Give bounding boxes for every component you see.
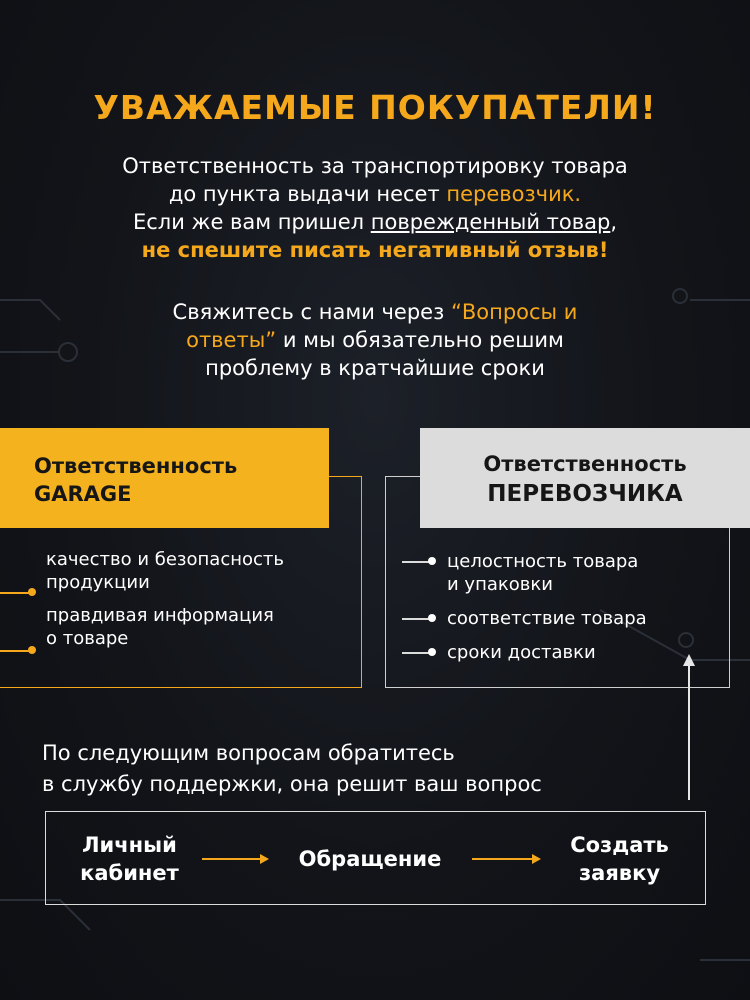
bullet-connector xyxy=(402,561,430,563)
arrow-up-icon xyxy=(683,654,695,666)
bullet-connector xyxy=(402,618,430,620)
bullet-dot xyxy=(428,557,436,565)
carrier-item-integrity-line-1: целостность товара xyxy=(447,551,639,572)
step-personal-account xyxy=(62,831,197,887)
garage-item-info-line-2: о товаре xyxy=(46,628,129,649)
garage-item-quality-line-1: качество и безопасность xyxy=(46,549,284,570)
damaged-goods-highlight: поврежденный товар xyxy=(370,210,611,234)
bullet-connector xyxy=(0,650,30,652)
step-create-ticket xyxy=(552,831,687,887)
garage-item-info-line-1: правдивая информация xyxy=(46,605,274,626)
flow-arrow-line xyxy=(202,858,262,860)
contact-line-3: проблему в кратчайшие сроки xyxy=(205,356,545,380)
carrier-responsibility-header xyxy=(420,428,750,528)
intro-text xyxy=(0,152,750,264)
arrow-right-icon xyxy=(260,854,269,864)
step-request: Обращение xyxy=(298,847,442,871)
support-text xyxy=(42,738,702,800)
intro-warning: не спешите писать негативный отзыв! xyxy=(141,238,609,262)
step-3-line-2: заявку xyxy=(578,861,661,885)
qa-highlight-part1: “Вопросы и xyxy=(450,300,578,324)
garage-title-line-2: GARAGE xyxy=(34,482,132,506)
bullet-dot xyxy=(28,646,36,654)
bullet-dot xyxy=(428,648,436,656)
carrier-highlight: перевозчик. xyxy=(446,182,582,206)
garage-item-quality-line-2: продукции xyxy=(46,572,150,593)
intro-line-3 xyxy=(0,208,750,236)
carrier-item-conformity: соответствие товара xyxy=(447,608,647,629)
contact-line-2-text: и мы обязательно решим xyxy=(276,328,564,352)
step-3-line-1: Создать xyxy=(570,833,669,857)
garage-responsibility-header xyxy=(0,428,329,528)
bullet-dot xyxy=(428,614,436,622)
intro-line-2 xyxy=(0,180,750,208)
garage-item-info xyxy=(46,604,274,650)
contact-text xyxy=(0,298,750,382)
contact-line-1-text: Свяжитесь с нами через xyxy=(172,300,451,324)
bullet-connector xyxy=(0,592,30,594)
step-1-line-1: Личный xyxy=(82,833,177,857)
step-1-line-2: кабинет xyxy=(80,861,179,885)
carrier-title-line-1: Ответственность xyxy=(483,452,687,476)
carrier-item-delivery-time: сроки доставки xyxy=(447,642,596,663)
arrow-right-icon xyxy=(532,854,541,864)
bullet-dot xyxy=(28,588,36,596)
carrier-title-line-2: ПЕРЕВОЗЧИКА xyxy=(487,481,683,507)
garage-item-quality xyxy=(46,548,284,594)
contact-line-2 xyxy=(0,326,750,354)
intro-line-3-suffix: , xyxy=(610,210,618,234)
intro-line-1: Ответственность за транспортировку товара xyxy=(122,154,628,178)
carrier-item-integrity-line-2: и упаковки xyxy=(447,574,553,595)
contact-line-1 xyxy=(0,298,750,326)
page-title: УВАЖАЕМЫЕ ПОКУПАТЕЛИ! xyxy=(93,88,657,127)
garage-title-line-1: Ответственность xyxy=(34,454,238,478)
carrier-item-integrity xyxy=(447,550,638,596)
intro-line-3-text: Если же вам пришел xyxy=(132,210,371,234)
intro-line-2-text: до пункта выдачи несет xyxy=(168,182,447,206)
support-line-1: По следующим вопросам обратитесь xyxy=(42,741,455,765)
flow-arrow-line xyxy=(472,858,534,860)
garage-responsibility-title xyxy=(34,452,237,508)
qa-highlight-part2: ответы” xyxy=(186,328,277,352)
support-line-2: в службу поддержки, она решит ваш вопрос xyxy=(42,772,542,796)
bullet-connector xyxy=(402,652,430,654)
